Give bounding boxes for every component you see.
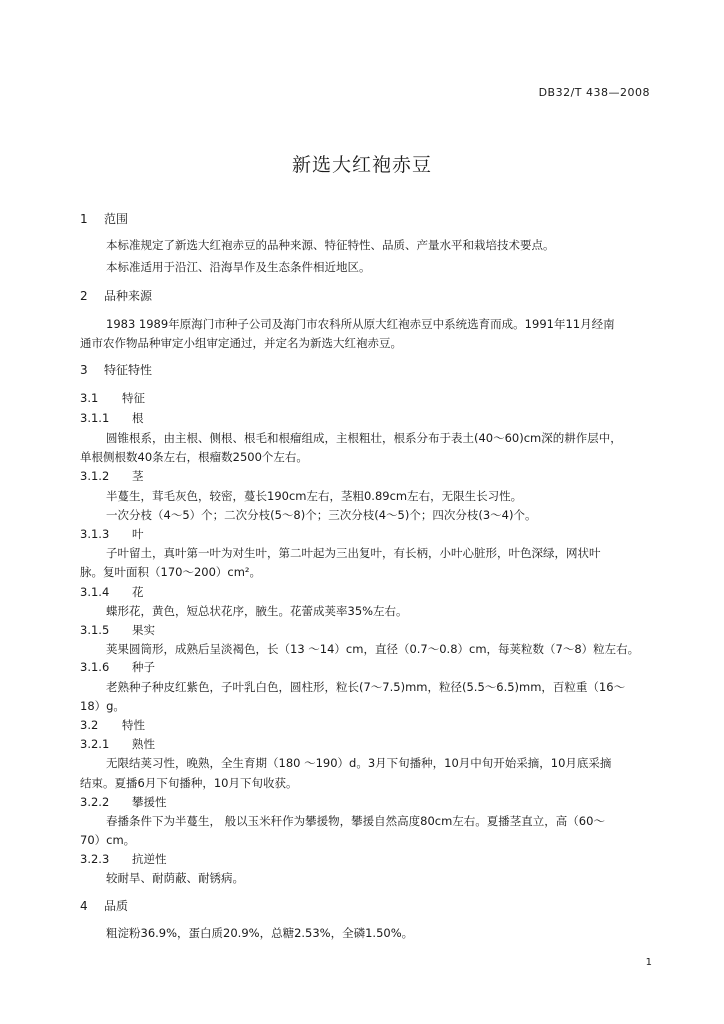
clause-3-1-1-heading xyxy=(80,411,144,425)
paragraph: 无限结荚习性，晚熟，全生育期（180 ～190）d。3月下旬播种，10月中旬开始采摘，10月底采摘 xyxy=(106,756,612,770)
clause-3-2-3-heading xyxy=(80,852,167,866)
section-title: 种子 xyxy=(132,660,155,674)
paragraph: 圆锥根系，由主根、侧根、根毛和根瘤组成，主根粗壮，根系分布于表土(40～60)cm深的耕作层中， xyxy=(106,431,622,445)
section-number: 3.1 xyxy=(80,391,99,405)
paragraph: 老熟种子种皮红紫色，子叶乳白色，圆柱形，粒长(7～7.5)mm，粒径(5.5～6.5)mm，百粒重（16～ xyxy=(106,680,626,694)
section-1-heading xyxy=(80,212,128,226)
section-number: 3.1.6 xyxy=(80,660,110,674)
section-number: 3.1.1 xyxy=(80,411,110,425)
section-number: 4 xyxy=(80,899,88,913)
section-title: 果实 xyxy=(132,623,155,637)
clause-3-1-5-heading xyxy=(80,623,155,637)
section-number: 3.2.2 xyxy=(80,795,110,809)
paragraph: 荚果圆筒形，成熟后呈淡褐色，长（13 ～14）cm，直径（0.7～0.8）cm，每荚粒数（7～8）粒左右。 xyxy=(106,642,640,656)
paragraph-continued: 单根侧根数40条左右，根瘤数2500个左右。 xyxy=(80,450,308,464)
paragraph: 本标准适用于沿江、沿海旱作及生态条件相近地区。 xyxy=(106,260,371,274)
paragraph-continued: 70）cm。 xyxy=(80,833,136,847)
subsection-3-2-heading xyxy=(80,718,145,732)
section-number: 3.1.5 xyxy=(80,623,110,637)
clause-3-1-4-heading xyxy=(80,585,144,599)
section-title: 特征 xyxy=(122,391,145,405)
subsection-3-1-heading xyxy=(80,391,145,405)
paragraph: 1983 1989年原海门市种子公司及海门市农科所从原大红袍赤豆中系统选育而成。1991年11月经南 xyxy=(106,317,615,331)
paragraph: 子叶留土，真叶第一叶为对生叶，第二叶起为三出复叶，有长柄，小叶心脏形，叶色深绿，网状叶 xyxy=(106,546,601,560)
paragraph: 较耐旱、耐荫蔽、耐锈病。 xyxy=(106,871,244,885)
paragraph-continued: 结束。夏播6月下旬播种，10月下旬收获。 xyxy=(80,776,298,790)
section-4-heading xyxy=(80,899,128,913)
section-title: 特征特性 xyxy=(104,363,153,377)
section-title: 花 xyxy=(132,585,144,599)
section-number: 3.2.1 xyxy=(80,737,110,751)
clause-3-1-6-heading xyxy=(80,660,155,674)
clause-3-1-3-heading xyxy=(80,527,144,541)
page-number: 1 xyxy=(645,957,652,968)
section-2-heading xyxy=(80,289,152,303)
section-title: 茎 xyxy=(132,469,144,483)
section-number: 3.1.3 xyxy=(80,527,110,541)
standard-code: DB32/T 438—2008 xyxy=(538,86,650,99)
paragraph: 春播条件下为半蔓生， 般以玉米秆作为攀援物，攀援自然高度80cm左右。夏播茎直立，高（60～ xyxy=(106,814,605,828)
section-number: 3.1.4 xyxy=(80,585,110,599)
paragraph: 蝶形花，黄色，短总状花序，腋生。花蕾成荚率35%左右。 xyxy=(106,604,408,618)
document-title: 新选大红袍赤豆 xyxy=(291,154,432,176)
paragraph: 本标准规定了新选大红袍赤豆的品种来源、特征特性、品质、产量水平和栽培技术要点。 xyxy=(106,238,555,252)
section-number: 3.2 xyxy=(80,718,99,732)
section-title: 品种来源 xyxy=(104,289,153,303)
section-number: 3 xyxy=(80,363,88,377)
section-title: 叶 xyxy=(132,527,144,541)
section-title: 熟性 xyxy=(132,737,155,751)
paragraph-continued: 脉。复叶面积（170～200）cm²。 xyxy=(80,565,262,579)
section-title: 根 xyxy=(132,411,144,425)
section-number: 3.1.2 xyxy=(80,469,110,483)
paragraph: 一次分枝（4～5）个；二次分枝(5～8)个；三次分枝(4～5)个；四次分枝(3～4)个。 xyxy=(106,508,537,522)
section-title: 品质 xyxy=(104,899,129,913)
clause-3-2-1-heading xyxy=(80,737,155,751)
section-title: 抗逆性 xyxy=(132,852,167,866)
section-title: 范围 xyxy=(104,212,129,226)
paragraph: 粗淀粉36.9%，蛋白质20.9%，总糖2.53%，全磷1.50%。 xyxy=(106,926,414,940)
paragraph-continued: 通市农作物品种审定小组审定通过，并定名为新选大红袍赤豆。 xyxy=(80,336,402,350)
clause-3-2-2-heading xyxy=(80,795,167,809)
section-number: 3.2.3 xyxy=(80,852,110,866)
paragraph-continued: 18）g。 xyxy=(80,699,125,713)
section-number: 1 xyxy=(80,212,88,226)
section-title: 攀援性 xyxy=(132,795,167,809)
section-number: 2 xyxy=(80,289,88,303)
section-title: 特性 xyxy=(122,718,145,732)
section-3-heading xyxy=(80,363,152,377)
paragraph: 半蔓生，茸毛灰色，较密，蔓长190cm左右，茎粗0.89cm左右，无限生长习性。 xyxy=(106,489,523,503)
clause-3-1-2-heading xyxy=(80,469,144,483)
